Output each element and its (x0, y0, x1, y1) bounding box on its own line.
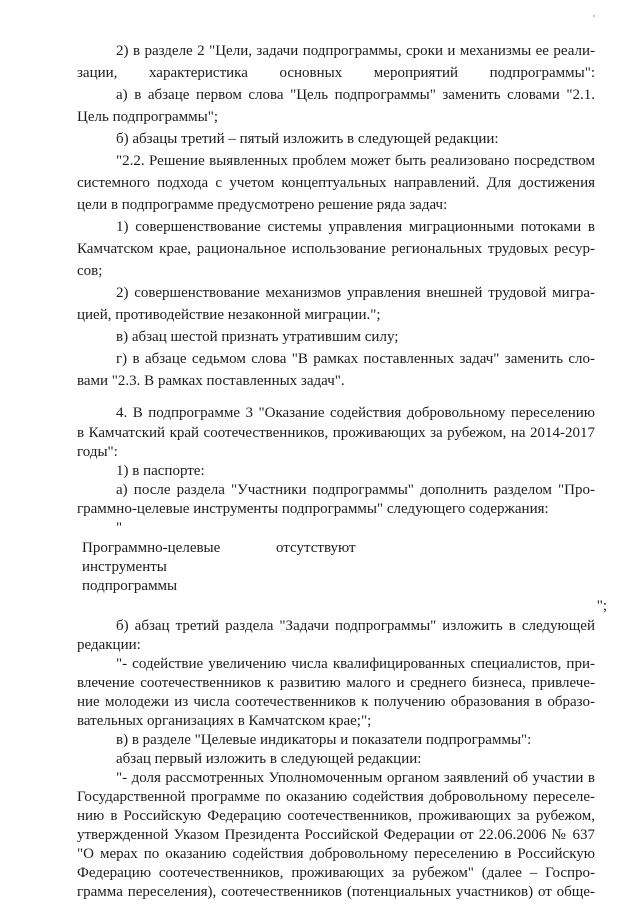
text-line: Цель подпрограммы"; (77, 109, 218, 125)
text-line: цели в подпрограмме предусмотрено решение ряда задач: (77, 197, 448, 213)
text-line: редакции: (77, 637, 141, 653)
text-line: цией, противодействие незаконной миграции."; (77, 307, 381, 323)
text-line: б) абзацы третий – пятый изложить в следующей редакции: (116, 131, 499, 147)
text-line: утвержденной Указом Президента Российской Федерации от 22.06.2006 № 637 (77, 827, 595, 843)
text-line: сов; (77, 263, 103, 279)
text-line: 1) в паспорте: (116, 463, 205, 479)
text-line: "2.2. Решение выявленных проблем может быть реализовано посредством (116, 153, 595, 169)
text-line: "О мерах по оказанию содействия добровольному переселению в Российскую (77, 846, 595, 862)
table-label: подпрограммы (82, 578, 178, 594)
page-mark: ' (593, 14, 595, 25)
text-line: 2) совершенствование механизмов управления внешней трудовой мигра- (116, 285, 595, 301)
text-line: абзац первый изложить в следующей редакции: (116, 751, 422, 767)
table-label: Программно-целевые (82, 540, 221, 556)
text-line: "; (596, 598, 607, 614)
text-line: вательных организациях в Камчатском крае;"; (77, 713, 372, 729)
text-line: зации, характеристика основных мероприятий подпрограммы": (77, 65, 595, 81)
text-line: а) в абзаце первом слова "Цель подпрограммы" заменить словами "2.1. (116, 87, 595, 103)
text-line: вами "2.3. В рамках поставленных задач". (77, 373, 345, 389)
table-value: отсутствуют (276, 540, 356, 556)
text-line: б) абзац третий раздела "Задачи подпрограммы" изложить в следующей (116, 618, 595, 634)
text-line: "- содействие увеличению числа квалифицированных специалистов, при- (116, 656, 595, 672)
text-line: Камчатском крае, рациональное использование региональных трудовых ресур- (77, 241, 595, 257)
text-line: 4. В подпрограмме 3 "Оказание содействия добровольному переселению (116, 405, 595, 421)
text-line: грамма переселения), соотечественников (потенциальных участников) от обще- (77, 884, 595, 900)
text-line: в) в разделе "Целевые индикаторы и показатели подпрограммы": (116, 732, 532, 748)
table-label: инструменты (82, 559, 167, 575)
text-line: 2) в разделе 2 "Цели, задачи подпрограммы, сроки и механизмы ее реали- (116, 43, 595, 59)
text-line: нию в Российскую Федерацию соотечественников, проживающих за рубежом, (77, 808, 595, 824)
text-line: годы": (77, 444, 118, 460)
text-line: 1) совершенствование системы управления миграционными потоками в (116, 219, 595, 235)
text-line: ние молодежи из числа соотечественников к получению образования в образо- (77, 694, 595, 710)
text-line: в Камчатский край соотечественников, проживающих за рубежом, на 2014-2017 (77, 425, 595, 441)
text-line: а) после раздела "Участники подпрограммы" дополнить разделом "Про- (116, 482, 595, 498)
text-line: граммно-целевые инструменты подпрограммы" следующего содержания: (77, 501, 549, 517)
text-line: "- доля рассмотренных Уполномоченным органом заявлений об участии в (116, 770, 595, 786)
text-line: Государственной программе по оказанию содействия добровольному переселе- (77, 789, 595, 805)
text-line: системного подхода с учетом концептуальных направлений. Для достижения (77, 175, 595, 191)
text-line: Федерацию соотечественников, проживающих за рубежом" (далее – Госпро- (77, 865, 595, 881)
text-line: г) в абзаце седьмом слова "В рамках поставленных задач" заменить сло- (116, 351, 595, 367)
text-line: в) абзац шестой признать утратившим силу; (116, 329, 399, 345)
text-line: " (116, 520, 123, 536)
text-line: влечение соотечественников к развитию малого и среднего бизнеса, привлече- (77, 675, 595, 691)
